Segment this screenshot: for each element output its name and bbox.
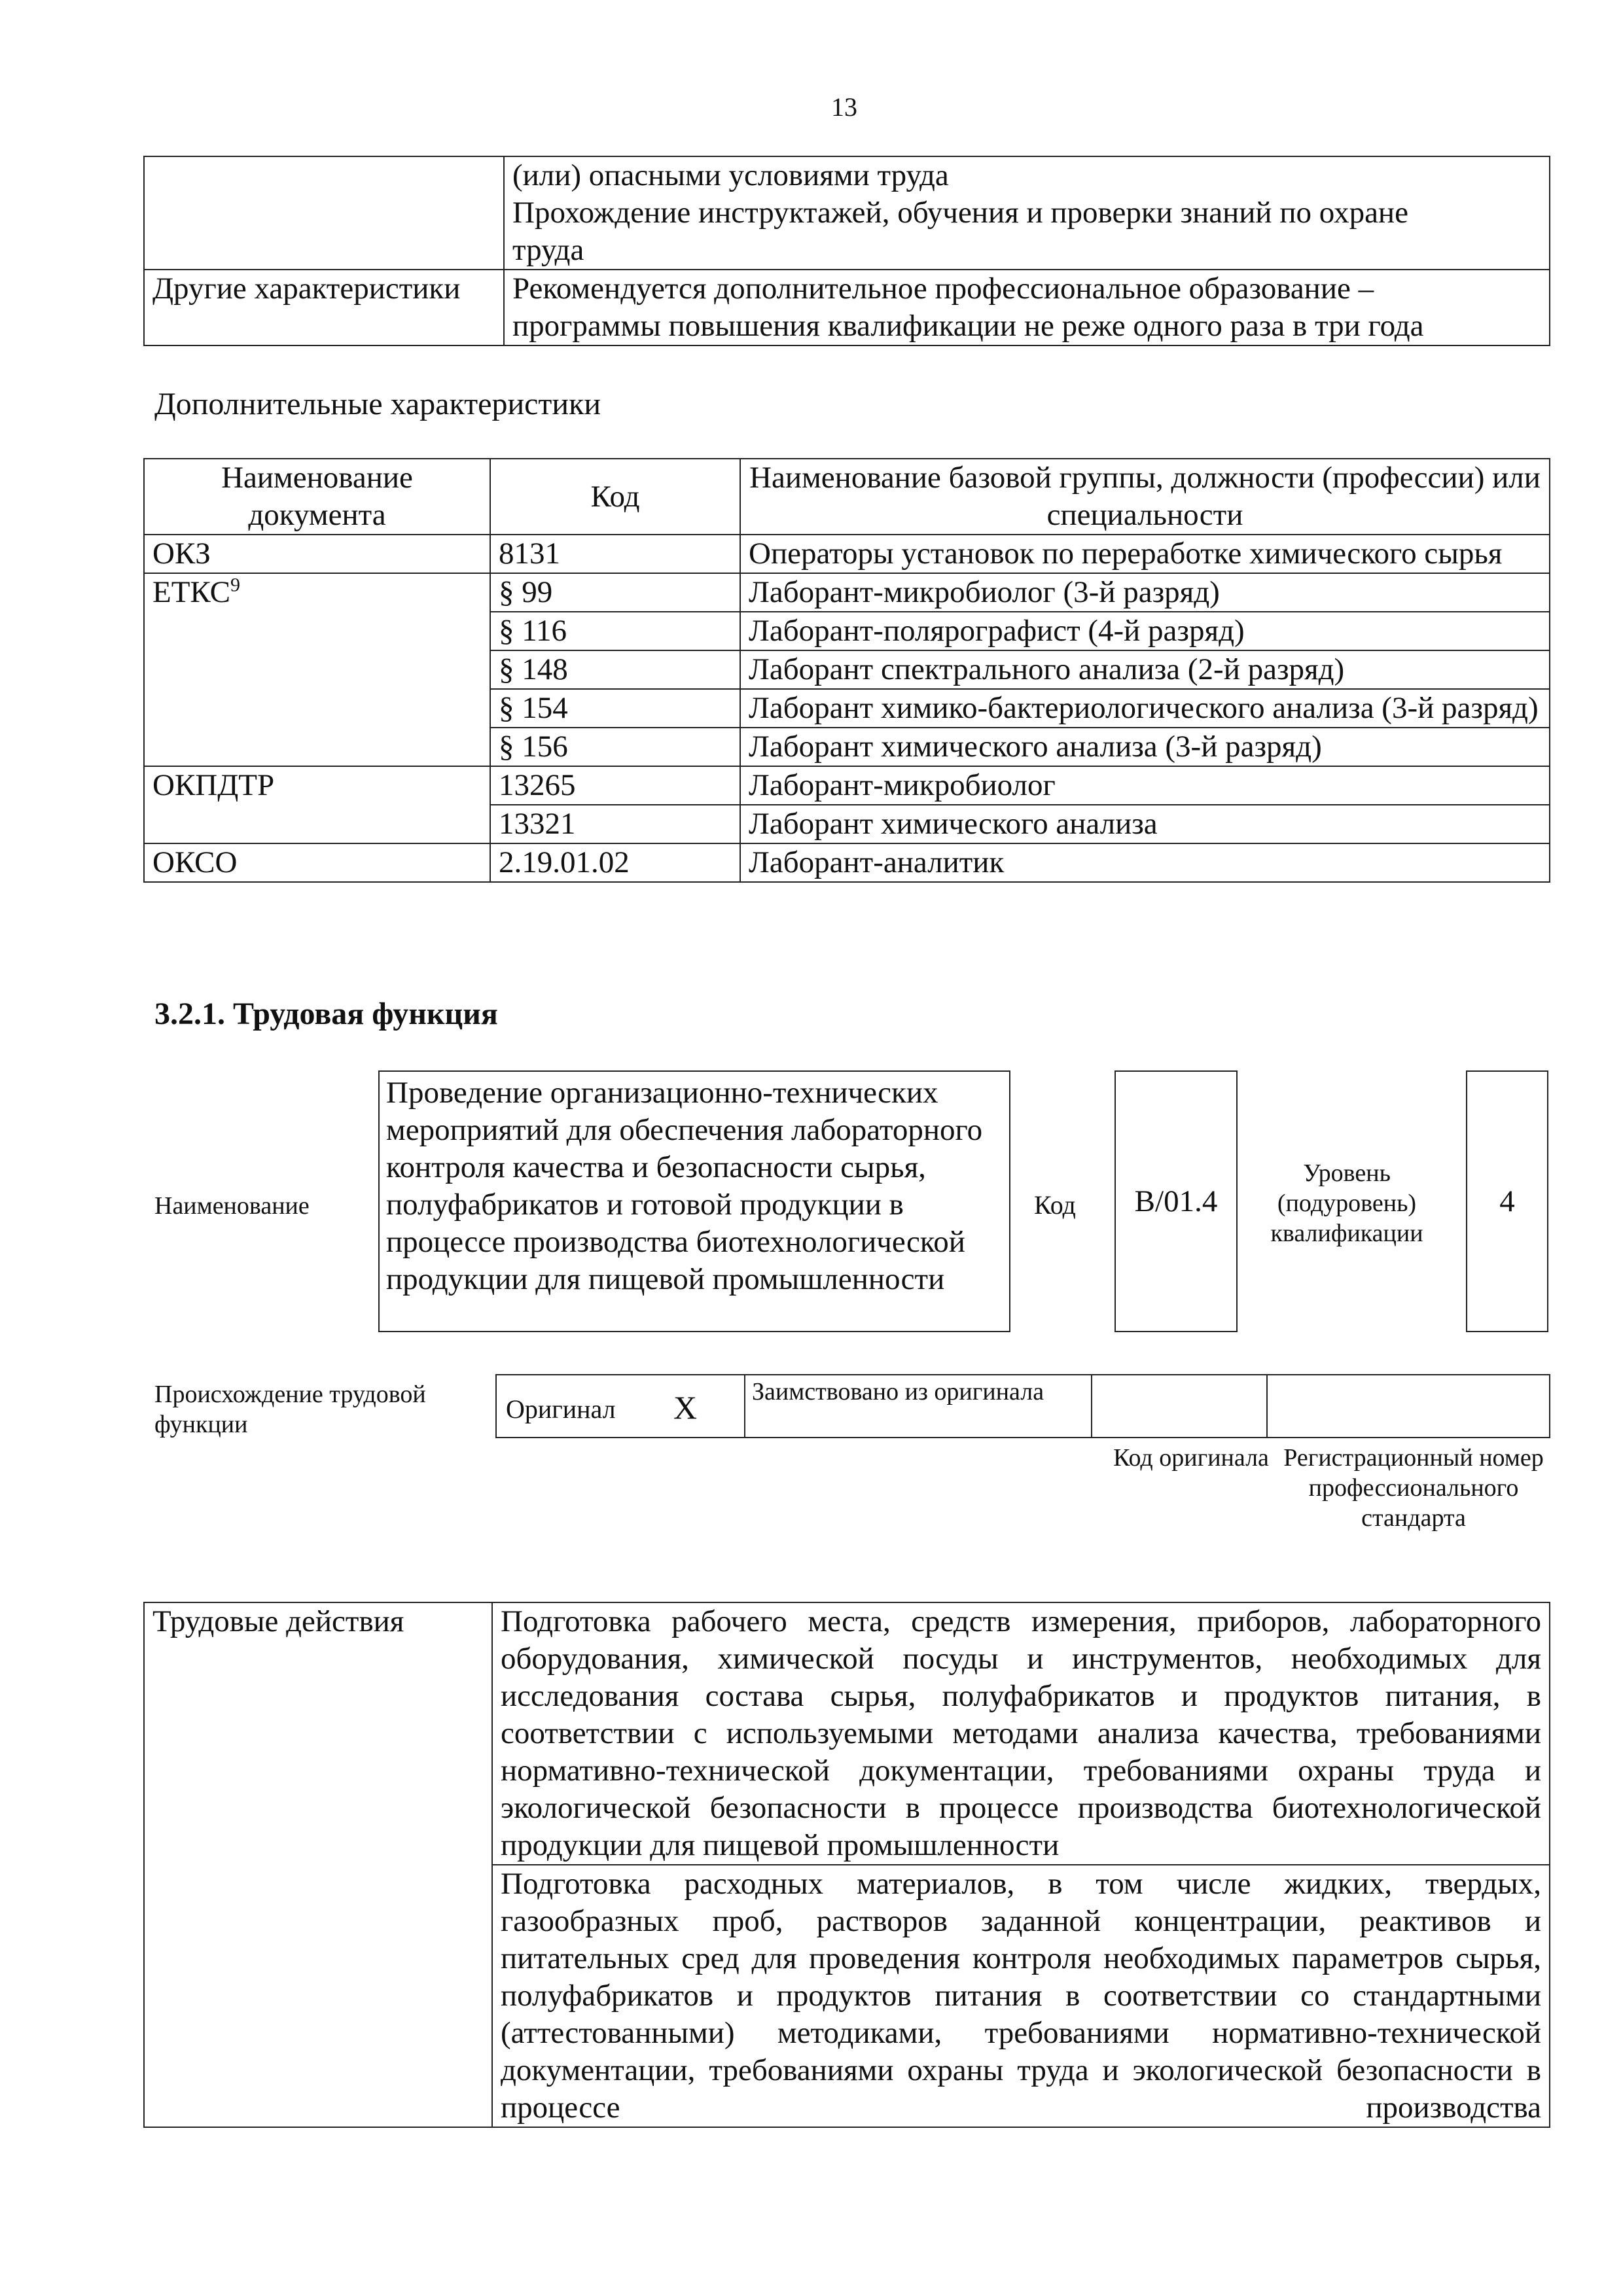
group-name: Лаборант спектрального анализа (2-й разряд) — [740, 650, 1550, 689]
group-name: Операторы установок по переработке химического сырья — [740, 535, 1550, 573]
table-cell-label: Другие характеристики — [144, 270, 504, 345]
original-code-caption: Код оригинала — [1113, 1444, 1269, 1472]
table-row — [144, 270, 1550, 345]
page-number: 13 — [831, 92, 857, 122]
origin-original-cell — [497, 1375, 745, 1437]
table-row — [144, 1602, 1550, 1865]
cell-line: (или) опасными условиями труда — [512, 158, 949, 192]
level-box — [1466, 1070, 1548, 1332]
group-name: Лаборант химического анализа — [740, 805, 1550, 843]
doc-name: ОКПДТР — [144, 766, 490, 843]
group-name: Лаборант-аналитик — [740, 843, 1550, 882]
doc-code: § 116 — [490, 612, 740, 650]
original-label: Оригинал — [506, 1394, 616, 1424]
additional-characteristics-title: Дополнительные характеристики — [154, 387, 601, 421]
cell-line: программы повышения квалификации не реже одного раза в три года — [512, 309, 1424, 343]
doc-code: 13321 — [490, 805, 740, 843]
cell-line: Прохождение инструктажей, обучения и проверки знаний по охране — [512, 196, 1408, 230]
cell-line: Рекомендуется дополнительное профессиональное образование – — [512, 272, 1374, 306]
table-cell-value — [504, 270, 1550, 345]
action-item: Подготовка рабочего места, средств измерения, приборов, лабораторного оборудования, химической посуды и инструментов, необходимых для исследования состава сырья, полуфабрикатов и продуктов питания, в соответствии с используемыми методами анализа качества, требованиями нормативно-технической документации, требованиями охраны труда и экологической безопасности в процессе производства биотехнологической продукции для пищевой промышленности — [492, 1602, 1550, 1865]
name-label: Наименование — [154, 1192, 310, 1220]
header-code: Код — [490, 459, 740, 535]
table-row — [144, 766, 1550, 805]
table-row — [144, 573, 1550, 612]
doc-code: § 154 — [490, 689, 740, 728]
doc-code: 8131 — [490, 535, 740, 573]
origin-code-cell — [1092, 1375, 1268, 1437]
doc-name-text: ЕТКС — [152, 575, 230, 609]
action-item: Подготовка расходных материалов, в том числе жидких, твердых, газообразных проб, растворов заданной концентрации, реактивов и питательных сред для проведения контроля необходимых параметров сырья, полуфабрикатов и продуктов питания в соответствии со стандартными (аттестованными) методиками, требованиями нормативно-технической документации, требованиями охраны труда и экологической безопасности в процессе производства — [492, 1865, 1550, 2127]
header-document: Наименование документа — [144, 459, 490, 535]
doc-name: ОКСО — [144, 843, 490, 882]
footnote-mark: 9 — [230, 574, 240, 596]
level-value: 4 — [1499, 1184, 1515, 1218]
table-header-row — [144, 459, 1550, 535]
top-table — [143, 156, 1550, 346]
table-cell-value — [504, 156, 1550, 270]
origin-reg-cell — [1268, 1375, 1549, 1437]
table-cell-label — [144, 156, 504, 270]
code-value: B/01.4 — [1134, 1184, 1218, 1218]
code-label: Код — [1034, 1190, 1076, 1220]
doc-code: 2.19.01.02 — [490, 843, 740, 882]
group-name: Лаборант-микробиолог — [740, 766, 1550, 805]
doc-code: § 156 — [490, 728, 740, 766]
cell-line: труда — [512, 233, 584, 267]
doc-code: § 148 — [490, 650, 740, 689]
function-name-box: Проведение организационно-технических мероприятий для обеспечения лабораторного контроля качества и безопасности сырья, полуфабрикатов и готовой продукции в процессе производства биотехнологической продукции для пищевой промышленности — [378, 1070, 1010, 1332]
group-name: Лаборант химического анализа (3-й разряд) — [740, 728, 1550, 766]
additional-characteristics-table — [143, 458, 1550, 883]
doc-code: § 99 — [490, 573, 740, 612]
section-heading: 3.2.1. Трудовая функция — [154, 997, 498, 1031]
doc-name — [144, 573, 490, 766]
doc-name: ОКЗ — [144, 535, 490, 573]
doc-code: 13265 — [490, 766, 740, 805]
level-label: Уровень (подуровень) квалификации — [1270, 1159, 1423, 1247]
origin-borrowed-cell: Заимствовано из оригинала — [745, 1375, 1092, 1437]
actions-label: Трудовые действия — [144, 1602, 492, 2127]
origin-label: Происхождение трудовой функции — [154, 1381, 426, 1438]
labor-actions-table — [143, 1602, 1550, 2128]
group-name: Лаборант-полярографист (4-й разряд) — [740, 612, 1550, 650]
table-row — [144, 156, 1550, 270]
table-row — [144, 535, 1550, 573]
group-name: Лаборант химико-бактериологического анализа (3-й разряд) — [740, 689, 1550, 728]
table-row — [144, 843, 1550, 882]
registration-number-caption: Регистрационный номер профессионального стандарта — [1283, 1444, 1544, 1532]
original-mark: X — [673, 1389, 698, 1426]
group-name: Лаборант-микробиолог (3-й разряд) — [740, 573, 1550, 612]
origin-table — [495, 1374, 1550, 1438]
header-group-name: Наименование базовой группы, должности (профессии) или специальности — [740, 459, 1550, 535]
code-box — [1115, 1070, 1238, 1332]
